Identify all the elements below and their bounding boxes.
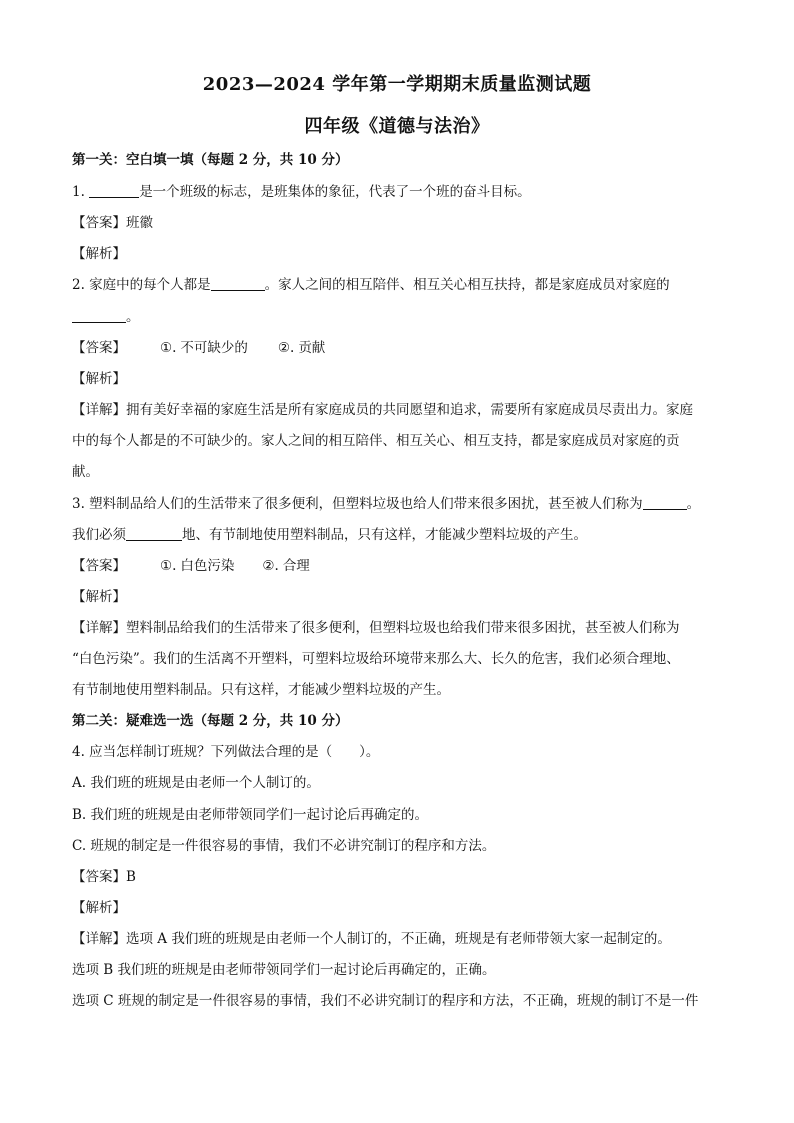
q4-text: 4. 应当怎样制订班规？下列做法合理的是（ ）。 bbox=[72, 744, 380, 760]
answer-value-2: 合理 bbox=[282, 558, 310, 574]
q1-analysis-label: 【解析】 bbox=[72, 246, 126, 262]
document-subtitle: 四年级《道德与法治》 bbox=[304, 116, 490, 137]
q2-text-c: 。 bbox=[126, 309, 140, 325]
q3-text-a: 3. 塑料制品给人们的生活带来了很多便利，但塑料垃圾也给人们带来很多困扰，甚至被人们称为 bbox=[72, 496, 643, 512]
q2-line-2 bbox=[72, 307, 732, 327]
q3-answer bbox=[72, 556, 732, 576]
answer-value: 班徽 bbox=[126, 215, 153, 231]
q3-detail-line: “白色污染”。我们的生活离不开塑料，可塑料垃圾给环境带来那么大、长久的危害，我们必须合理地、 bbox=[72, 651, 680, 667]
answer-label: 【答案】 bbox=[72, 869, 126, 885]
q2-detail-line: 献。 bbox=[72, 464, 99, 480]
answer-mark-1: ①. bbox=[160, 558, 177, 574]
q4-detail-line: 选项 C 班规的制定是一件很容易的事情，我们不必讲究制订的程序和方法，不正确，班规的制订不是一件 bbox=[72, 993, 699, 1009]
q4-option-b: B. 我们班的班规是由老师带领同学们一起讨论后再确定的。 bbox=[72, 807, 429, 823]
q2-text-b: 。家人之间的相互陪伴、相互关心相互扶持，都是家庭成员对家庭的 bbox=[264, 277, 670, 293]
answer-label: 【答案】 bbox=[72, 215, 126, 231]
answer-value-1: 不可缺少的 bbox=[180, 340, 248, 356]
section2-heading: 第二关：疑难选一选（每题 2 分，共 10 分） bbox=[72, 713, 349, 729]
q4-detail-line: 选项 B 我们班的班规是由老师带领同学们一起讨论后再确定的，正确。 bbox=[72, 962, 496, 978]
q3-text-b2: 地、有节制地使用塑料制品，只有这样，才能减少塑料垃圾的产生。 bbox=[182, 527, 587, 543]
answer-label: 【答案】 bbox=[72, 558, 126, 574]
q2-line-1 bbox=[72, 275, 732, 295]
q4-option-a: A. 我们班的班规是由老师一个人制订的。 bbox=[72, 775, 320, 791]
answer-value-1: 白色污染 bbox=[180, 558, 235, 574]
q1-number: 1. bbox=[72, 184, 85, 200]
q1-blank bbox=[89, 183, 139, 198]
q2-text-a: 2. 家庭中的每个人都是 bbox=[72, 277, 211, 293]
q4-answer bbox=[72, 867, 732, 887]
answer-value-2: 贡献 bbox=[298, 340, 326, 356]
section1-heading: 第一关：空白填一填（每题 2 分，共 10 分） bbox=[72, 152, 349, 168]
answer-mark-2: ②. bbox=[262, 558, 279, 574]
q2-detail-line: 【详解】拥有美好幸福的家庭生活是所有家庭成员的共同愿望和追求，需要所有家庭成员尽责出力。家庭 bbox=[72, 402, 693, 418]
q3-detail-line: 【详解】塑料制品给我们的生活带来了很多便利，但塑料垃圾也给我们带来很多困扰，甚至被人们称为 bbox=[72, 620, 680, 636]
q3-text-a-end: 。 bbox=[686, 496, 701, 512]
answer-mark-1: ①. bbox=[160, 340, 177, 356]
q4-detail-line: 【详解】选项 A 我们班的班规是由老师一个人制订的，不正确，班规是有老师带领大家一起制定的。 bbox=[72, 931, 671, 947]
q4-option-c: C. 班规的制定是一件很容易的事情，我们不必讲究制订的程序和方法。 bbox=[72, 838, 496, 854]
q3-analysis-label: 【解析】 bbox=[72, 589, 126, 605]
q2-blank-1 bbox=[211, 276, 265, 291]
q3-line-1 bbox=[72, 494, 732, 514]
q3-blank-2 bbox=[126, 526, 182, 541]
q3-line-2 bbox=[72, 525, 732, 545]
q3-text-b1: 我们必须 bbox=[72, 527, 126, 543]
answer-value: B bbox=[126, 869, 136, 885]
answer-label: 【答案】 bbox=[72, 340, 126, 356]
q1-line bbox=[72, 182, 732, 202]
answer-mark-2: ②. bbox=[277, 340, 295, 356]
q2-blank-2 bbox=[72, 308, 126, 323]
q2-detail-line: 中的每个人都是的不可缺少的。家人之间的相互陪伴、相互关心、相互支持，都是家庭成员对家庭的贡 bbox=[72, 433, 680, 449]
q2-answer bbox=[72, 338, 732, 358]
q4-analysis-label: 【解析】 bbox=[72, 900, 126, 916]
q1-text: 是一个班级的标志，是班集体的象征，代表了一个班的奋斗目标。 bbox=[139, 184, 531, 200]
document-title: 2023—2024 学年第一学期期末质量监测试题 bbox=[202, 74, 592, 95]
q1-answer bbox=[72, 213, 732, 233]
q3-blank-1 bbox=[643, 495, 687, 510]
q3-detail-line: 有节制地使用塑料制品。只有这样，才能减少塑料垃圾的产生。 bbox=[72, 682, 450, 698]
q2-analysis-label: 【解析】 bbox=[72, 371, 126, 387]
